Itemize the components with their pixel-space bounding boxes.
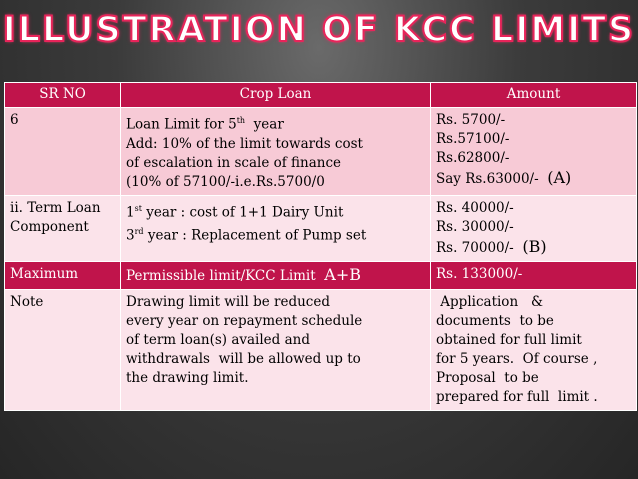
superscript: rd xyxy=(134,227,144,236)
text: Rs. 30000/- xyxy=(436,218,514,235)
superscript: st xyxy=(134,203,142,213)
table-row xyxy=(5,195,637,261)
text: Rs. 70000/- xyxy=(436,239,514,256)
row3-label: Maximum xyxy=(5,261,121,289)
row3-description xyxy=(121,261,431,289)
row3-amount: Rs. 133000/- xyxy=(431,261,637,289)
row2-srno xyxy=(5,195,121,261)
text: 3 xyxy=(126,227,135,244)
row4-label: Note xyxy=(5,289,121,410)
text: Loan Limit for 5 xyxy=(126,116,237,133)
text: obtained for full limit xyxy=(436,331,582,348)
superscript: th xyxy=(236,116,246,125)
table-header-row xyxy=(5,83,637,108)
row2-description xyxy=(121,195,431,261)
text: Rs. 5700/- xyxy=(436,112,506,128)
text: year : Replacement of Pump set xyxy=(143,227,367,244)
text: Application & xyxy=(436,293,544,310)
text: Permissible limit/KCC Limit xyxy=(126,267,316,284)
header-crop-loan: Crop Loan xyxy=(121,83,431,108)
table-row xyxy=(5,108,637,196)
header-sr-no: SR NO xyxy=(5,83,121,108)
text: the drawing limit. xyxy=(126,369,249,386)
text: every year on repayment schedule xyxy=(126,312,363,329)
table-row xyxy=(5,289,637,410)
row4-amount xyxy=(431,289,637,410)
tag-a-plus-b: A+B xyxy=(324,264,361,284)
row1-srno: 6 xyxy=(5,108,121,196)
slide-title: ILLUSTRATION OF KCC LIMITS xyxy=(2,10,636,50)
text: of term loan(s) availed and xyxy=(126,331,310,348)
text: Drawing limit will be reduced xyxy=(126,293,330,310)
text: prepared for full limit . xyxy=(436,388,598,405)
text: year xyxy=(245,116,284,133)
text: Rs.62800/- xyxy=(436,150,510,166)
table-row xyxy=(5,261,637,289)
text: withdrawals will be allowed up to xyxy=(126,350,361,367)
kcc-limits-table xyxy=(4,82,637,411)
tag-b: (B) xyxy=(522,236,547,256)
text: Add: 10% of the limit towards cost xyxy=(126,135,363,152)
text: Proposal to be xyxy=(436,369,539,386)
header-amount: Amount xyxy=(431,83,637,108)
text: Rs. 40000/- xyxy=(436,199,514,216)
text: of escalation in scale of finance xyxy=(126,154,342,171)
text: Rs.57100/- xyxy=(436,131,510,147)
text: ii. Term Loan xyxy=(10,199,101,216)
text: Component xyxy=(10,218,89,235)
row2-amount xyxy=(431,195,637,261)
row1-description xyxy=(121,108,431,196)
tag-a: (A) xyxy=(547,168,572,187)
text: 1 xyxy=(126,204,135,220)
text: year : cost of 1+1 Dairy Unit xyxy=(141,204,344,220)
row4-description xyxy=(121,289,431,410)
text: documents to be xyxy=(436,312,554,329)
text: (10% of 57100/-i.e.Rs.5700/0 xyxy=(126,173,325,190)
text: Say Rs.63000/- xyxy=(436,171,539,187)
row1-amount xyxy=(431,108,637,196)
text: for 5 years. Of course , xyxy=(436,350,598,367)
